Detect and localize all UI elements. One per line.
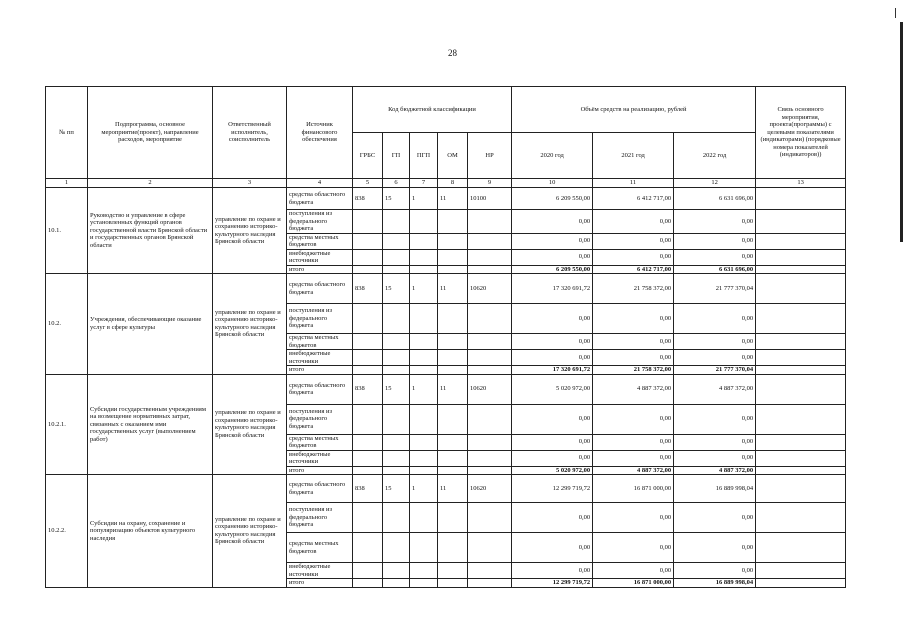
- table-body: [46, 188, 846, 588]
- code-grbs: [353, 334, 383, 350]
- col-index: 7: [410, 179, 438, 188]
- header-pgp: ПГП: [410, 133, 438, 179]
- amount-2021: 0,00: [593, 350, 674, 366]
- code-pgp: [410, 366, 438, 375]
- amount-2021: 0,00: [593, 233, 674, 249]
- indicator-link: [756, 503, 846, 533]
- amount-2022: 21 777 370,04: [674, 274, 756, 304]
- code-om: [438, 466, 468, 475]
- code-om: [438, 334, 468, 350]
- code-pgp: [410, 503, 438, 533]
- code-pgp: [410, 450, 438, 466]
- code-grbs: 838: [353, 274, 383, 304]
- header-link: Связь основного мероприятия, проекта(программы) с целевыми показателями (индикаторами) (порядковые номера показателей (индикаторов)): [756, 87, 846, 179]
- funding-source: средства областного бюджета: [287, 374, 353, 404]
- code-grbs: [353, 579, 383, 588]
- amount-2022: 6 631 696,00: [674, 265, 756, 274]
- code-pgp: [410, 579, 438, 588]
- indicator-link: [756, 450, 846, 466]
- funding-source: внебюджетные источники: [287, 249, 353, 265]
- code-nr: [468, 503, 512, 533]
- amount-2020: 0,00: [512, 434, 593, 450]
- funding-source: внебюджетные источники: [287, 350, 353, 366]
- code-om: 11: [438, 188, 468, 210]
- code-nr: [468, 233, 512, 249]
- code-gp: [383, 265, 410, 274]
- code-gp: 15: [383, 475, 410, 503]
- col-index: 5: [353, 179, 383, 188]
- table-row: [46, 374, 846, 404]
- item-name: Субсидии на охрану, сохранение и популяризацию объектов культурного наследия: [88, 475, 213, 588]
- indicator-link: [756, 366, 846, 375]
- header-executor: Ответственный исполнитель, соисполнитель: [213, 87, 287, 179]
- code-gp: [383, 233, 410, 249]
- code-om: 11: [438, 374, 468, 404]
- amount-2020: 6 209 550,00: [512, 265, 593, 274]
- funding-source: поступления из федерального бюджета: [287, 503, 353, 533]
- amount-2021: 0,00: [593, 503, 674, 533]
- amount-2022: 0,00: [674, 249, 756, 265]
- indicator-link: [756, 466, 846, 475]
- code-grbs: [353, 450, 383, 466]
- code-grbs: 838: [353, 188, 383, 210]
- code-grbs: [353, 350, 383, 366]
- code-pgp: [410, 350, 438, 366]
- funding-source: средства областного бюджета: [287, 475, 353, 503]
- funding-source: итого: [287, 579, 353, 588]
- item-name: Руководство и управление в сфере установленных функций органов государственной власти Брянской области и государственных органов Брянской области: [88, 188, 213, 274]
- amount-2022: 0,00: [674, 350, 756, 366]
- indicator-link: [756, 579, 846, 588]
- item-number: 10.2.2.: [46, 475, 88, 588]
- column-index-row: [46, 179, 846, 188]
- code-grbs: [353, 563, 383, 579]
- code-nr: [468, 249, 512, 265]
- code-om: [438, 404, 468, 434]
- amount-2020: 0,00: [512, 503, 593, 533]
- indicator-link: [756, 210, 846, 234]
- indicator-link: [756, 334, 846, 350]
- amount-2021: 16 871 000,00: [593, 475, 674, 503]
- code-om: [438, 563, 468, 579]
- code-nr: 10100: [468, 188, 512, 210]
- code-nr: [468, 304, 512, 334]
- funding-source: внебюджетные источники: [287, 450, 353, 466]
- col-index: 1: [46, 179, 88, 188]
- indicator-link: [756, 188, 846, 210]
- funding-source: итого: [287, 466, 353, 475]
- amount-2020: 0,00: [512, 210, 593, 234]
- amount-2022: 0,00: [674, 434, 756, 450]
- indicator-link: [756, 475, 846, 503]
- table-row: [46, 274, 846, 304]
- code-om: [438, 210, 468, 234]
- amount-2020: 0,00: [512, 563, 593, 579]
- code-om: 11: [438, 475, 468, 503]
- funding-source: поступления из федерального бюджета: [287, 404, 353, 434]
- code-nr: [468, 366, 512, 375]
- col-index: 6: [383, 179, 410, 188]
- amount-2021: 21 758 372,00: [593, 366, 674, 375]
- amount-2020: 17 320 691,72: [512, 274, 593, 304]
- amount-2020: 5 020 972,00: [512, 374, 593, 404]
- code-grbs: [353, 434, 383, 450]
- code-pgp: [410, 265, 438, 274]
- amount-2022: 0,00: [674, 210, 756, 234]
- code-om: [438, 233, 468, 249]
- item-name: Субсидии государственным учреждениям на возмещение нормативных затрат, связанных с оказанием ими государственных услуг (выполнением работ): [88, 374, 213, 475]
- code-om: [438, 265, 468, 274]
- amount-2022: 6 631 696,00: [674, 188, 756, 210]
- indicator-link: [756, 304, 846, 334]
- code-om: [438, 249, 468, 265]
- code-nr: [468, 579, 512, 588]
- indicator-link: [756, 249, 846, 265]
- code-pgp: [410, 434, 438, 450]
- indicator-link: [756, 233, 846, 249]
- col-index: 3: [213, 179, 287, 188]
- code-pgp: 1: [410, 475, 438, 503]
- header-2022: 2022 год: [674, 133, 756, 179]
- funding-source: средства областного бюджета: [287, 274, 353, 304]
- funding-source: внебюджетные источники: [287, 563, 353, 579]
- code-gp: [383, 466, 410, 475]
- amount-2021: 0,00: [593, 434, 674, 450]
- item-number: 10.2.1.: [46, 374, 88, 475]
- code-grbs: [353, 233, 383, 249]
- code-gp: [383, 210, 410, 234]
- code-nr: [468, 434, 512, 450]
- amount-2020: 0,00: [512, 350, 593, 366]
- code-gp: [383, 434, 410, 450]
- amount-2021: 6 412 717,00: [593, 188, 674, 210]
- col-index: 4: [287, 179, 353, 188]
- code-grbs: [353, 503, 383, 533]
- col-index: 13: [756, 179, 846, 188]
- code-gp: 15: [383, 274, 410, 304]
- page-number: 28: [448, 48, 457, 58]
- amount-2022: 0,00: [674, 450, 756, 466]
- amount-2020: 12 299 719,72: [512, 475, 593, 503]
- indicator-link: [756, 533, 846, 563]
- amount-2021: 16 871 000,00: [593, 579, 674, 588]
- header-2021: 2021 год: [593, 133, 674, 179]
- indicator-link: [756, 434, 846, 450]
- indicator-link: [756, 274, 846, 304]
- code-pgp: [410, 563, 438, 579]
- col-index: 8: [438, 179, 468, 188]
- code-nr: [468, 563, 512, 579]
- code-om: [438, 450, 468, 466]
- code-pgp: [410, 233, 438, 249]
- code-gp: 15: [383, 374, 410, 404]
- header-om: ОМ: [438, 133, 468, 179]
- amount-2022: 0,00: [674, 233, 756, 249]
- amount-2020: 0,00: [512, 233, 593, 249]
- col-index: 12: [674, 179, 756, 188]
- amount-2021: 0,00: [593, 563, 674, 579]
- funding-source: итого: [287, 366, 353, 375]
- code-nr: [468, 265, 512, 274]
- code-om: [438, 434, 468, 450]
- code-nr: [468, 350, 512, 366]
- item-number: 10.1.: [46, 188, 88, 274]
- code-grbs: [353, 404, 383, 434]
- amount-2021: 4 887 372,00: [593, 466, 674, 475]
- code-gp: [383, 579, 410, 588]
- funding-source: средства местных бюджетов: [287, 434, 353, 450]
- amount-2021: 0,00: [593, 404, 674, 434]
- code-grbs: [353, 265, 383, 274]
- code-grbs: 838: [353, 475, 383, 503]
- amount-2020: 12 299 719,72: [512, 579, 593, 588]
- code-nr: [468, 450, 512, 466]
- amount-2020: 0,00: [512, 334, 593, 350]
- item-number: 10.2.: [46, 274, 88, 375]
- code-om: [438, 579, 468, 588]
- code-pgp: [410, 334, 438, 350]
- amount-2021: 0,00: [593, 450, 674, 466]
- funding-source: средства областного бюджета: [287, 188, 353, 210]
- amount-2020: 0,00: [512, 304, 593, 334]
- code-om: [438, 366, 468, 375]
- header-subprogram: Подпрограмма, основное мероприятие(проект), направление расходов, мероприятие: [88, 87, 213, 179]
- code-gp: [383, 450, 410, 466]
- code-nr: 10620: [468, 475, 512, 503]
- code-pgp: [410, 404, 438, 434]
- amount-2022: 4 887 372,00: [674, 466, 756, 475]
- code-grbs: [353, 304, 383, 334]
- code-gp: [383, 563, 410, 579]
- code-grbs: [353, 466, 383, 475]
- col-index: 11: [593, 179, 674, 188]
- amount-2020: 0,00: [512, 450, 593, 466]
- code-gp: [383, 503, 410, 533]
- code-grbs: [353, 533, 383, 563]
- funding-source: средства местных бюджетов: [287, 334, 353, 350]
- code-gp: [383, 350, 410, 366]
- amount-2022: 0,00: [674, 404, 756, 434]
- header-volume: Объём средств на реализацию, рублей: [512, 87, 756, 133]
- amount-2022: 0,00: [674, 503, 756, 533]
- col-index: 2: [88, 179, 213, 188]
- amount-2022: 16 889 998,04: [674, 579, 756, 588]
- funding-source: средства местных бюджетов: [287, 233, 353, 249]
- item-name: Учреждения, обеспечивающие оказание услуг в сфере культуры: [88, 274, 213, 375]
- amount-2021: 0,00: [593, 334, 674, 350]
- code-pgp: [410, 466, 438, 475]
- col-index: 9: [468, 179, 512, 188]
- header-grbs: ГРБС: [353, 133, 383, 179]
- indicator-link: [756, 265, 846, 274]
- amount-2020: 0,00: [512, 249, 593, 265]
- code-gp: [383, 334, 410, 350]
- code-om: [438, 533, 468, 563]
- code-om: [438, 304, 468, 334]
- amount-2022: 0,00: [674, 334, 756, 350]
- header-budget-code: Код бюджетной классификации: [353, 87, 512, 133]
- funding-source: средства местных бюджетов: [287, 533, 353, 563]
- amount-2020: 6 209 550,00: [512, 188, 593, 210]
- amount-2022: 21 777 370,04: [674, 366, 756, 375]
- indicator-link: [756, 350, 846, 366]
- code-grbs: [353, 249, 383, 265]
- header-gp: ГП: [383, 133, 410, 179]
- code-pgp: [410, 304, 438, 334]
- indicator-link: [756, 404, 846, 434]
- amount-2022: 0,00: [674, 563, 756, 579]
- table-row: [46, 475, 846, 503]
- budget-table: [45, 86, 846, 588]
- code-om: 11: [438, 274, 468, 304]
- code-nr: [468, 404, 512, 434]
- header-2020: 2020 год: [512, 133, 593, 179]
- amount-2020: 0,00: [512, 533, 593, 563]
- code-pgp: 1: [410, 188, 438, 210]
- amount-2021: 0,00: [593, 210, 674, 234]
- item-executor: управление по охране и сохранению историко-культурного наследия Брянской области: [213, 188, 287, 274]
- item-executor: управление по охране и сохранению историко-культурного наследия Брянской области: [213, 475, 287, 588]
- item-executor: управление по охране и сохранению историко-культурного наследия Брянской области: [213, 374, 287, 475]
- amount-2020: 17 320 691,72: [512, 366, 593, 375]
- amount-2021: 6 412 717,00: [593, 265, 674, 274]
- code-gp: [383, 533, 410, 563]
- code-gp: [383, 304, 410, 334]
- amount-2022: 16 889 998,04: [674, 475, 756, 503]
- amount-2022: 0,00: [674, 533, 756, 563]
- code-grbs: [353, 210, 383, 234]
- indicator-link: [756, 374, 846, 404]
- code-om: [438, 350, 468, 366]
- amount-2021: 21 758 372,00: [593, 274, 674, 304]
- funding-source: поступления из федерального бюджета: [287, 210, 353, 234]
- code-pgp: [410, 249, 438, 265]
- code-gp: [383, 404, 410, 434]
- code-nr: [468, 466, 512, 475]
- indicator-link: [756, 563, 846, 579]
- code-nr: [468, 334, 512, 350]
- amount-2020: 0,00: [512, 404, 593, 434]
- scan-mark: [895, 8, 896, 18]
- funding-source: итого: [287, 265, 353, 274]
- table-row: [46, 188, 846, 210]
- amount-2021: 0,00: [593, 249, 674, 265]
- funding-source: поступления из федерального бюджета: [287, 304, 353, 334]
- code-om: [438, 503, 468, 533]
- amount-2020: 5 020 972,00: [512, 466, 593, 475]
- col-index: 10: [512, 179, 593, 188]
- code-pgp: [410, 210, 438, 234]
- amount-2021: 0,00: [593, 533, 674, 563]
- code-nr: [468, 210, 512, 234]
- header-no: № пп: [46, 87, 88, 179]
- header-funding: Источник финансового обеспечения: [287, 87, 353, 179]
- code-pgp: 1: [410, 374, 438, 404]
- amount-2021: 4 887 372,00: [593, 374, 674, 404]
- code-nr: 10620: [468, 274, 512, 304]
- code-nr: [468, 533, 512, 563]
- code-nr: 10620: [468, 374, 512, 404]
- code-pgp: [410, 533, 438, 563]
- amount-2022: 4 887 372,00: [674, 374, 756, 404]
- header-nr: НР: [468, 133, 512, 179]
- code-pgp: 1: [410, 274, 438, 304]
- code-gp: [383, 366, 410, 375]
- amount-2022: 0,00: [674, 304, 756, 334]
- code-gp: [383, 249, 410, 265]
- code-gp: 15: [383, 188, 410, 210]
- item-executor: управление по охране и сохранению историко-культурного наследия Брянской области: [213, 274, 287, 375]
- code-grbs: [353, 366, 383, 375]
- amount-2021: 0,00: [593, 304, 674, 334]
- code-grbs: 838: [353, 374, 383, 404]
